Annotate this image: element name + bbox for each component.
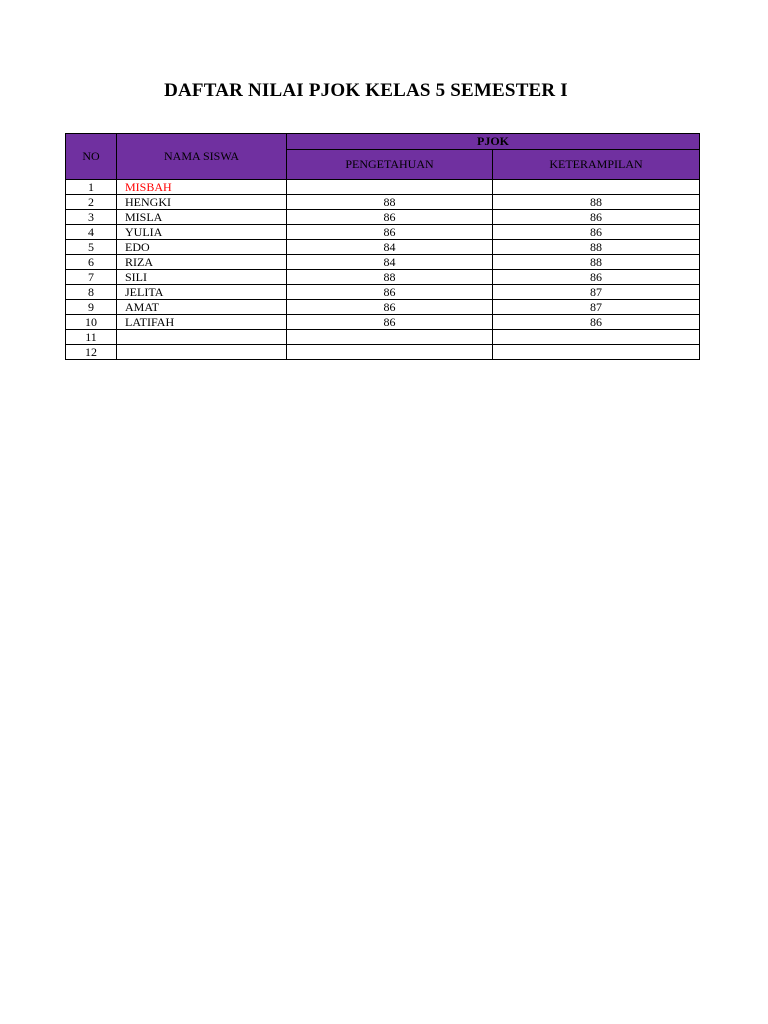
table-row <box>66 315 700 330</box>
table-row <box>66 345 700 360</box>
header-row-top <box>66 134 700 150</box>
knowledge-score-cell: 86 <box>287 210 493 225</box>
row-number-cell: 9 <box>66 300 117 315</box>
skills-score-cell: 87 <box>493 300 700 315</box>
student-name-cell: AMAT <box>117 300 287 315</box>
knowledge-score-cell: 88 <box>287 195 493 210</box>
skills-score-cell <box>493 330 700 345</box>
row-number-cell: 7 <box>66 270 117 285</box>
table-row <box>66 240 700 255</box>
grades-table-body <box>66 180 700 360</box>
student-name-cell: SILI <box>117 270 287 285</box>
table-row <box>66 285 700 300</box>
row-number-cell: 3 <box>66 210 117 225</box>
skills-score-cell: 88 <box>493 195 700 210</box>
column-header-no: NO <box>66 134 117 180</box>
table-row <box>66 330 700 345</box>
skills-score-cell <box>493 180 700 195</box>
student-name-cell: MISLA <box>117 210 287 225</box>
column-header-knowledge: PENGETAHUAN <box>287 150 493 180</box>
knowledge-score-cell: 84 <box>287 255 493 270</box>
knowledge-score-cell: 86 <box>287 285 493 300</box>
student-name-cell <box>117 345 287 360</box>
skills-score-cell: 86 <box>493 315 700 330</box>
knowledge-score-cell: 86 <box>287 225 493 240</box>
student-name-cell: JELITA <box>117 285 287 300</box>
knowledge-score-cell: 86 <box>287 300 493 315</box>
skills-score-cell <box>493 345 700 360</box>
student-name-cell: EDO <box>117 240 287 255</box>
knowledge-score-cell: 84 <box>287 240 493 255</box>
document-title: DAFTAR NILAI PJOK KELAS 5 SEMESTER I <box>164 80 568 101</box>
skills-score-cell: 86 <box>493 225 700 240</box>
row-number-cell: 5 <box>66 240 117 255</box>
grades-table <box>65 133 700 360</box>
column-group-header-pjok: PJOK <box>287 134 700 150</box>
table-row <box>66 255 700 270</box>
table-row <box>66 225 700 240</box>
skills-score-cell: 86 <box>493 210 700 225</box>
row-number-cell: 4 <box>66 225 117 240</box>
skills-score-cell: 88 <box>493 240 700 255</box>
table-row <box>66 300 700 315</box>
row-number-cell: 8 <box>66 285 117 300</box>
knowledge-score-cell <box>287 345 493 360</box>
knowledge-score-cell: 86 <box>287 315 493 330</box>
column-header-skills: KETERAMPILAN <box>493 150 700 180</box>
student-name-cell <box>117 330 287 345</box>
student-name-cell: HENGKI <box>117 195 287 210</box>
row-number-cell: 1 <box>66 180 117 195</box>
knowledge-score-cell <box>287 180 493 195</box>
skills-score-cell: 88 <box>493 255 700 270</box>
knowledge-score-cell <box>287 330 493 345</box>
row-number-cell: 12 <box>66 345 117 360</box>
student-name-cell: MISBAH <box>117 180 287 195</box>
knowledge-score-cell: 88 <box>287 270 493 285</box>
row-number-cell: 11 <box>66 330 117 345</box>
table-row <box>66 180 700 195</box>
student-name-cell: YULIA <box>117 225 287 240</box>
student-name-cell: LATIFAH <box>117 315 287 330</box>
table-row <box>66 195 700 210</box>
table-row <box>66 270 700 285</box>
skills-score-cell: 87 <box>493 285 700 300</box>
row-number-cell: 2 <box>66 195 117 210</box>
skills-score-cell: 86 <box>493 270 700 285</box>
student-name-cell: RIZA <box>117 255 287 270</box>
row-number-cell: 10 <box>66 315 117 330</box>
column-header-name: NAMA SISWA <box>117 134 287 180</box>
table-row <box>66 210 700 225</box>
row-number-cell: 6 <box>66 255 117 270</box>
